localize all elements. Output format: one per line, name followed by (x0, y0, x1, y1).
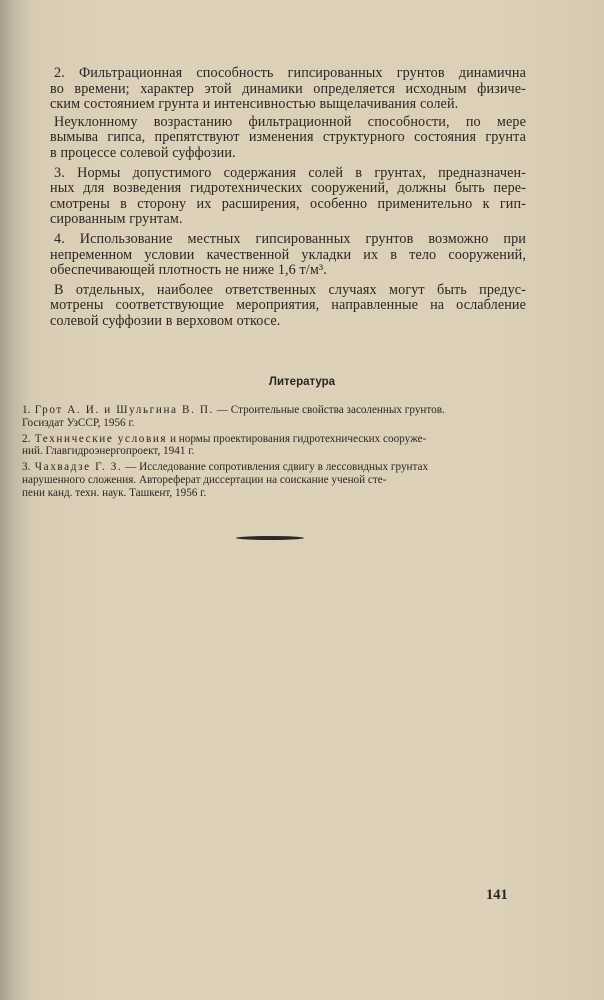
paragraph-4 (50, 232, 526, 279)
paragraph-5 (50, 283, 526, 330)
text-line: вымыва гипса, препятствуют изменения структурного состояния грунта (50, 129, 526, 146)
references-heading: Литература (268, 376, 336, 388)
body-text (50, 66, 526, 334)
reference-item (22, 404, 528, 430)
reference-text: ний. Главгидроэнергопроект, 1941 г. (22, 445, 195, 458)
text-line: смотрены в сторону их расширения, особенно применительно к гип- (50, 195, 526, 212)
text-line: солевой суффозии в верховом откосе. (50, 312, 281, 329)
paragraph-3 (50, 166, 526, 228)
text-line: обеспечивающей плотность не ниже 1,6 т/м³. (50, 262, 327, 279)
reference-number: 1. (22, 404, 31, 416)
reference-author: Технические условия (34, 432, 168, 445)
text-line: мотрены соответствующие мероприятия, направленные на ослабление (50, 297, 526, 314)
text-line: непременном условии качественной укладки их в тело сооружений, (50, 246, 526, 263)
reference-item (22, 461, 528, 499)
text-line: 3. Нормы допустимого содержания солей в грунтах, предназначен- (54, 164, 526, 181)
paragraph-2 (50, 66, 526, 113)
reference-number: 2. (22, 432, 31, 445)
reference-text: — Исследование сопротивления сдвигу в лессовидных грунтах (122, 461, 429, 474)
text-line: сированным грунтам. (50, 211, 183, 228)
reference-author: Грот А. И. и Шульгина В. П. (34, 404, 214, 416)
text-line: Неуклонному возрастанию фильтрационной способности, по мере (54, 113, 526, 130)
text-line: ных для возведения гидротехнических сооружений, должны быть пере- (50, 180, 526, 197)
reference-text: нарушенного сложения. Автореферат диссертации на соискание ученой сте- (22, 473, 387, 486)
text-line: в процессе солевой суффозии. (50, 144, 236, 161)
paragraph-continuation (50, 115, 526, 162)
text-line: В отдельных, наиболее ответственных случаях могут быть предус- (54, 281, 526, 298)
reference-text: Госиздат УзССР, 1956 г. (22, 416, 135, 429)
reference-number: 3. (22, 461, 31, 474)
page-number: 141 (486, 887, 508, 903)
reference-text: — Строительные свойства засоленных грунтов. (213, 404, 445, 416)
text-line: 2. Фильтрационная способность гипсированных грунтов динамична (54, 65, 526, 81)
reference-text: и нормы проектирования гидротехнических сооруже- (167, 432, 427, 445)
text-line: во времени; характер этой динамики определяется исходным физиче- (50, 80, 526, 97)
reference-author: Чахвадзе Г. З. (34, 461, 123, 474)
references-list (22, 404, 528, 503)
text-line: 4. Использование местных гипсированных грунтов возможно при (54, 230, 526, 247)
text-line: ским состоянием грунта и интенсивностью выщелачивания солей. (50, 96, 459, 113)
reference-item (22, 433, 528, 459)
reference-text: пени канд. техн. наук. Ташкент, 1956 г. (22, 486, 207, 499)
end-divider (236, 536, 304, 540)
